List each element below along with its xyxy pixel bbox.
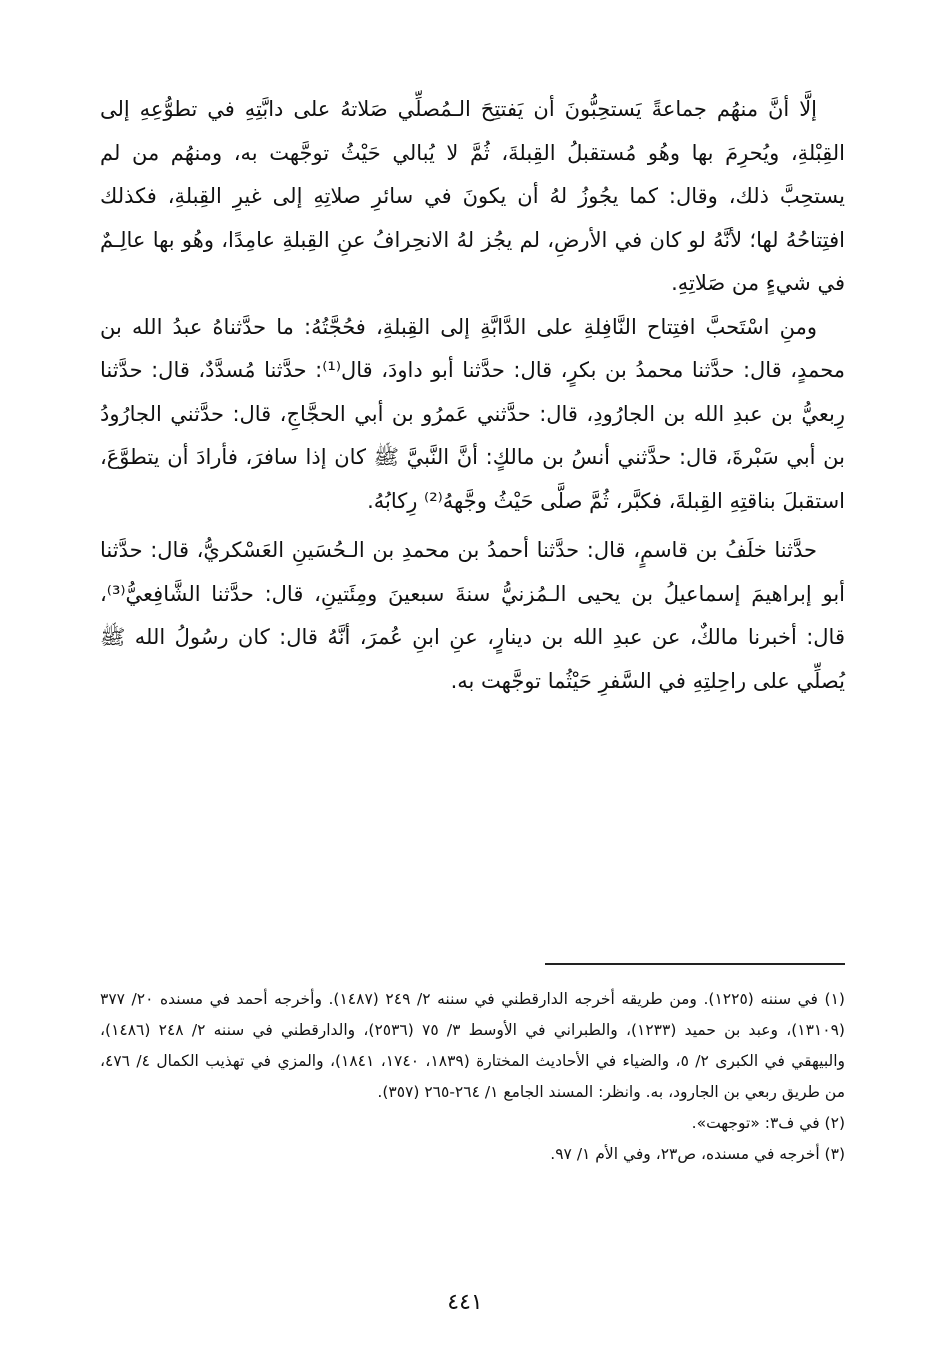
main-text <box>100 88 845 703</box>
page-number: ٤٤١ <box>447 1290 483 1315</box>
footnote: (٢) في ف٣: «توجهت». <box>691 1114 845 1132</box>
paragraph: إلَّا أنَّ منهُم جماعةً يَستحِبُّونَ أن يَفتتِحَ الـمُصلِّي صَلاتهُ على دابَّتِهِ في تطوُّعِهِ إلى القِبْلةِ، ويُحرِمَ بها وهُو مُستقبلُ القِبلةَ، ثُمَّ لا يُبالي حَيْثُ توجَّهت به، ومنهُم من لم يستحِبَّ ذلك، وقال: كما يجُوزُ لهُ أن يكونَ في سائرِ صلاتِهِ إلى غيرِ القِبلةِ، فكذلك افتِتاحُهُ لها؛ لأنَّهُ لو كان في الأرضِ، لم يجُز لهُ الانحِرافُ عنِ القِبلةِ عامِدًا، وهُو بها عالِـمٌ في شيءٍ من صَلاتِهِ. <box>100 97 845 295</box>
paragraph: ومنِ اسْتَحبَّ افتِتاح النَّافِلةِ على الدَّابَّةِ إلى القِبلةِ، فحُجَّتُهُ: ما حدَّثناهُ عبدُ الله بن محمدٍ، قال: حدَّثنا محمدُ بن بكرٍ، قال: حدَّثنا أبو داودَ، قال⁽¹⁾: حدَّثنا مُسدَّدٌ، قال: حدَّثنا رِبعيُّ بن عبدِ الله بن الجارُودِ، قال: حدَّثني عَمرُو بن أبي الحجَّاجِ، قال: حدَّثني الجارُودُ بن أبي سَبْرةَ، قال: حدَّثني أنسُ بن مالكٍ: أنَّ النَّبيَّ ﷺ كان إذا سافرَ، فأرادَ أن يتطوَّعَ، استقبلَ بناقتِهِ القِبلةَ، فكبَّر، ثُمَّ صلَّى حَيْثُ وجَّههُ⁽²⁾ رِكابُهُ. <box>100 314 845 513</box>
footnote-divider <box>545 963 845 965</box>
footnote: (١) في سننه (١٢٢٥). ومن طريقه أخرجه الدارقطني في سننه ٢/ ٢٤٩ (١٤٨٧). وأخرجه أحمد في مسنده ٢٠/ ٣٧٧ (١٣١٠٩)، وعبد بن حميد (١٢٣٣)، والطبراني في الأوسط ٣/ ٧٥ (٢٥٣٦)، والدارقطني في سننه ٢/ ٢٤٨ (١٤٨٦)، والبيهقي في الكبرى ٢/ ٥، والضياء في الأحاديث المختارة (١٨٣٩، ١٧٤٠، ١٨٤١)، والمزي في تهذيب الكمال ٤/ ٤٧٦، من طريق ربعي بن الجارود، به. وانظر: المسند الجامع ١/ ٢٦٤-٢٦٥ (٣٥٧). <box>100 990 846 1101</box>
paragraph: حدَّثنا خلَفُ بن قاسمٍ، قال: حدَّثنا أحمدُ بن محمدِ بن الـحُسَينِ العَسْكريُّ، قال: حدَّثنا أبو إبراهيمَ إسماعيلُ بن يحيى الـمُزنيُّ سنةَ سبعينَ ومِئَتينِ، قال: حدَّثنا الشَّافِعيُّ⁽³⁾، قال: أخبرنا مالكٌ، عن عبدِ الله بن دينارٍ، عنِ ابنِ عُمرَ، أنَّهُ قال: كان رسُولُ الله ﷺ يُصلِّي على راحِلتِهِ في السَّفرِ حَيْثُما توجَّهت به. <box>100 538 845 693</box>
footnotes <box>100 984 845 1170</box>
footnote: (٣) أخرجه في مسنده، ص٢٣، وفي الأم ١/ ٩٧. <box>550 1145 845 1163</box>
